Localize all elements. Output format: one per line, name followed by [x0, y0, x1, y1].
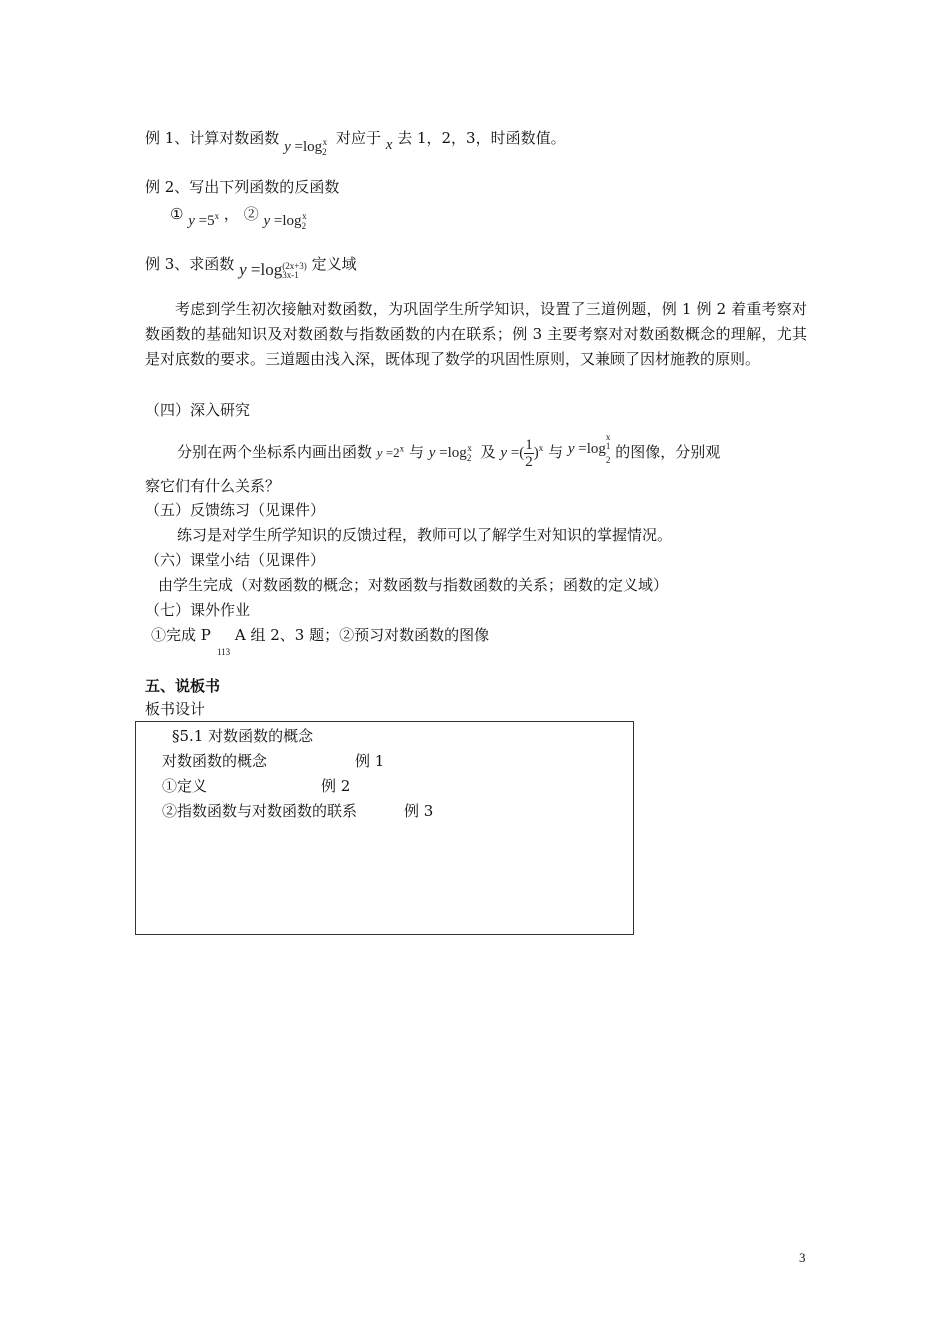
example-1-mid: 对应于: [335, 129, 381, 147]
page-ref-subscript: 113: [217, 647, 231, 657]
board-design-box: [135, 721, 634, 935]
item-marker-1: ①: [170, 205, 184, 223]
formula-half-x: y =( $\frac{1}{2}$ )$^x$: [500, 437, 544, 470]
board-line-1: 对数函数的概念: [162, 752, 268, 770]
example-3: [145, 254, 357, 281]
example-3-lead: 例 3、求函数: [145, 255, 235, 273]
page-number: 3: [799, 1250, 806, 1265]
research-text-5: 的图像，分别观: [615, 442, 721, 461]
example-2-title: 例 2、写出下列函数的反函数: [145, 178, 340, 196]
section-4-heading: （四）深入研究: [145, 401, 251, 419]
example-2-items: [170, 204, 311, 231]
formula-log-half-x: y =log x 1 2: [567, 432, 611, 465]
homework-part-a: ①完成 P: [151, 626, 211, 644]
homework-part-b: A 组 2、3 题；②预习对数函数的图像: [234, 626, 490, 644]
formula-log-domain: y =log (2x+3) 3x-1: [239, 260, 307, 281]
board-example-1: 例 1: [355, 752, 385, 770]
board-design-label: 板书设计: [145, 700, 206, 718]
item-marker-2: ②: [243, 205, 259, 223]
formula-2x: $y =2^x$: [376, 443, 405, 460]
example-1-lead: 例 1、计算对数函数: [145, 129, 280, 147]
board-example-3: 例 3: [404, 802, 434, 820]
section-7-heading: （七）课外作业: [145, 601, 251, 619]
homework-line: [151, 625, 489, 645]
example-1: [145, 128, 566, 157]
research-text-4: 与: [548, 442, 564, 461]
board-title: §5.1 对数函数的概念: [172, 727, 314, 745]
research-line-2: 察它们有什么关系？: [145, 477, 281, 495]
formula-log2x-b: $y =\log_2^x$: [263, 211, 307, 231]
example-3-tail: 定义域: [311, 255, 357, 273]
section-6-heading: （六）课堂小结（见课件）: [145, 551, 326, 569]
section-five-heading: 五、说板书: [145, 677, 221, 695]
board-line-2: ①定义: [162, 777, 208, 795]
example-1-tail: 去 1，2，3，时函数值。: [397, 129, 566, 147]
board-example-2: 例 2: [321, 777, 351, 795]
section-5-heading: （五）反馈练习（见课件）: [145, 501, 326, 519]
research-text-2: 与: [408, 442, 424, 461]
explanation-paragraph: 考虑到学生初次接触对数函数，为巩固学生所学知识，设置了三道例题，例 1 例 2 着重考察对数函数的基础知识及对数函数与指数函数的内在联系；例 3 主要考察对对数函数概念的理解，尤其是对底数的要求。三道题由浅入深，既体现了数学的巩固性原则，又兼顾了因材施教的原则。: [145, 300, 807, 368]
formula-log2x-c: $y =\log_2^x$: [428, 442, 472, 463]
variable-x: x: [385, 137, 393, 153]
separator: ，: [223, 205, 239, 223]
research-text-1: 分别在两个坐标系内画出函数: [177, 442, 373, 461]
formula-5x: $y =5^x$: [188, 211, 220, 229]
research-text-3: 及: [480, 442, 496, 461]
section-6-text: 由学生完成（对数函数的概念；对数函数与指数函数的关系；函数的定义域）: [158, 576, 669, 594]
section-5-text: 练习是对学生所学知识的反馈过程，教师可以了解学生对知识的掌握情况。: [177, 526, 673, 544]
formula-log2x: $y =\log_2^x$: [284, 137, 328, 157]
research-line: [177, 432, 721, 470]
board-line-3: ②指数函数与对数函数的联系: [162, 802, 358, 820]
